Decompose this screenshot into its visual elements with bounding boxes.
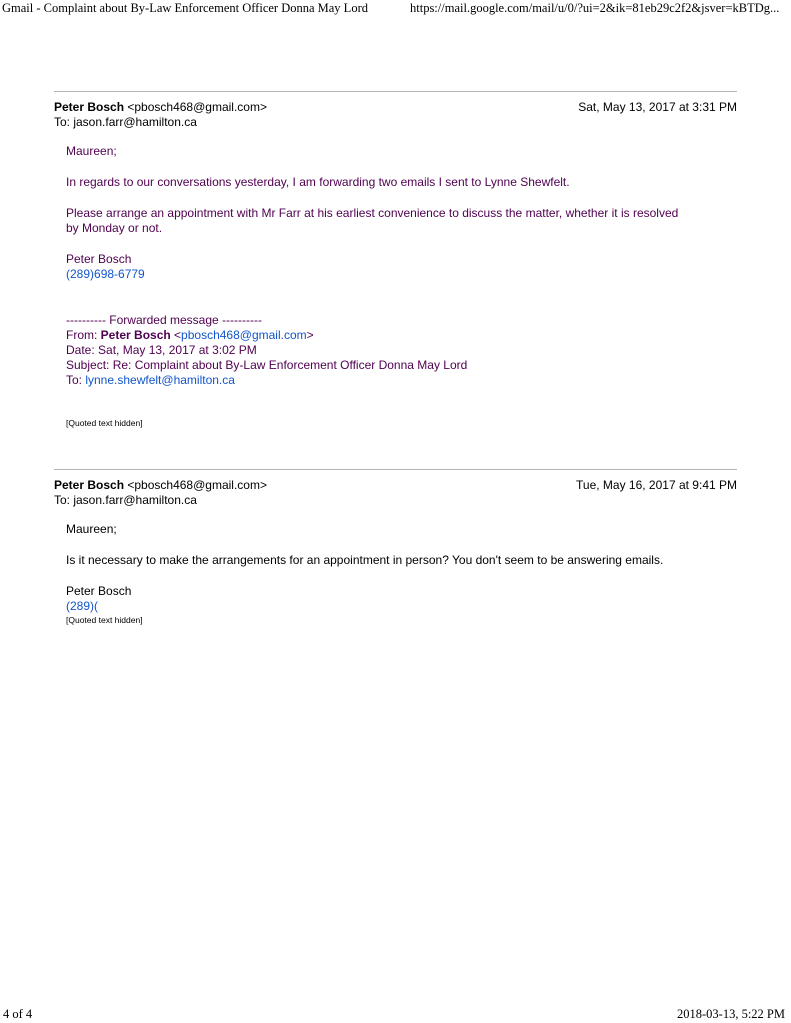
sender-name: Peter Bosch [54, 478, 125, 492]
body-paragraph: Please arrange an appointment with Mr Farr at his earliest convenience to discuss the matter, whether it is resolved by Monday or not. [66, 206, 679, 235]
forwarded-to-email-link[interactable]: lynne.shewfelt@hamilton.ca [85, 373, 235, 387]
print-page-url: https://mail.google.com/mail/u/0/?ui=2&ik=81eb29c2f2&jsver=kBTDg... [410, 1, 780, 15]
message-body [66, 522, 737, 626]
sender-name: Peter Bosch [54, 100, 125, 114]
quoted-text-toggle[interactable]: [Quoted text hidden] [66, 418, 143, 428]
print-datetime: 2018-03-13, 5:22 PM [677, 1007, 785, 1021]
forwarded-from-email-link[interactable]: pbosch468@gmail.com [181, 328, 307, 342]
greeting: Maureen; [66, 522, 117, 536]
message-date: Sat, May 13, 2017 at 3:31 PM [578, 100, 737, 114]
quoted-text-toggle[interactable]: [Quoted text hidden] [66, 615, 143, 625]
signature-phone-link[interactable]: (289)( [66, 599, 99, 613]
message-date: Tue, May 16, 2017 at 9:41 PM [576, 478, 737, 492]
recipient: To: jason.farr@hamilton.ca [54, 493, 197, 507]
body-paragraph: In regards to our conversations yesterday, I am forwarding two emails I sent to Lynne Shewfelt. [66, 175, 570, 189]
body-paragraph: Is it necessary to make the arrangements for an appointment in person? You don't seem to be answering emails. [66, 553, 664, 567]
forwarded-to: To: lynne.shewfelt@hamilton.ca [66, 373, 235, 387]
signature-phone-link[interactable]: (289)698-6779 [66, 267, 145, 281]
print-page-title: Gmail - Complaint about By-Law Enforcement Officer Donna May Lord [2, 1, 368, 15]
message-divider [54, 469, 737, 470]
forwarded-from: From: Peter Bosch <pbosch468@gmail.com> [66, 328, 314, 342]
sender-email: <pbosch468@gmail.com> [127, 478, 267, 492]
message-body [66, 144, 737, 429]
email-message [54, 469, 737, 626]
page-number: 4 of 4 [3, 1007, 33, 1021]
message-header [54, 478, 737, 508]
sender-email: <pbosch468@gmail.com> [127, 100, 267, 114]
greeting: Maureen; [66, 144, 117, 158]
signature-name: Peter Bosch [66, 252, 132, 266]
print-footer [0, 1007, 791, 1023]
message-divider [54, 91, 737, 92]
email-message [54, 91, 737, 429]
message-header [54, 100, 737, 130]
forwarded-message [66, 313, 737, 388]
forwarded-subject: Subject: Re: Complaint about By-Law Enforcement Officer Donna May Lord [66, 358, 468, 372]
print-header [0, 0, 791, 18]
forwarded-date: Date: Sat, May 13, 2017 at 3:02 PM [66, 343, 257, 357]
forwarded-heading: ---------- Forwarded message ---------- [66, 313, 262, 327]
recipient: To: jason.farr@hamilton.ca [54, 115, 197, 129]
signature-name: Peter Bosch [66, 584, 132, 598]
